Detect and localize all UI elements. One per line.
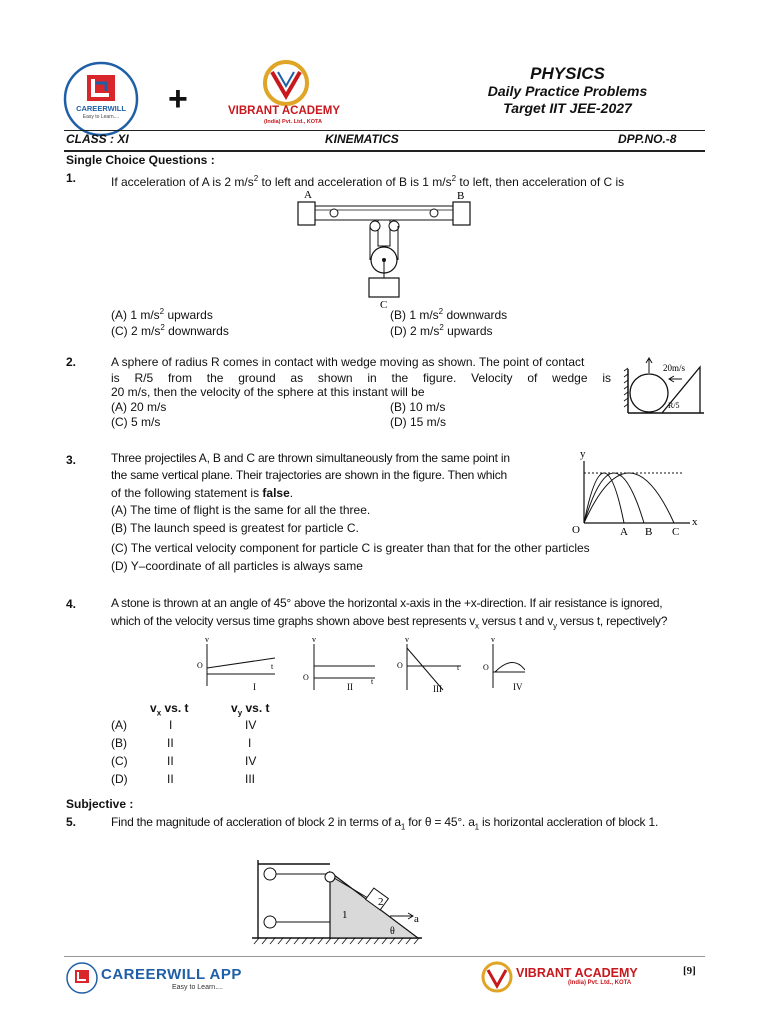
svg-text:I: I: [253, 682, 256, 692]
q2-speed-label: 20m/s: [663, 363, 686, 373]
topic-label: KINEMATICS: [325, 132, 399, 146]
footer-careerwill-icon: [66, 962, 98, 994]
section-single-choice: Single Choice Questions :: [66, 153, 215, 167]
q4-graph-4: [483, 635, 525, 692]
svg-text:O: O: [197, 661, 203, 670]
q3-y-label: y: [580, 448, 586, 460]
q1-block-c: [369, 278, 399, 297]
svg-text:O: O: [397, 661, 403, 670]
q2-line-1: A sphere of radius R comes in contact with wedge moving as shown. The point of contact: [111, 355, 585, 369]
q1-pulley-right: [430, 209, 438, 217]
vibrant-logo-text: VIBRANT ACADEMY: [228, 105, 341, 117]
careerwill-logo-text: CAREERWILL: [76, 104, 126, 113]
q4-number: 4.: [66, 597, 77, 611]
q4-option-c[interactable]: (C) II IV: [111, 754, 257, 768]
q3-trajectory-figure: [568, 445, 704, 537]
careerwill-logo-tag: Easy to Learn....: [82, 114, 120, 120]
q1-option-c[interactable]: (C) 2 $m/s^2$ downwards: [111, 323, 229, 338]
page-number: [9]: [683, 965, 696, 977]
header-line-2: Target IIT JEE-2027: [503, 100, 632, 116]
header-bottom-rule: [64, 150, 705, 152]
q3-line-1: Three projectiles A, B and C are thrown simultaneously from the same point in: [111, 451, 510, 465]
q3-option-c[interactable]: (C) The vertical velocity component for particle C is greater than that for the other particles: [111, 541, 590, 555]
q4-graphs-figure: [195, 634, 525, 700]
q1-label-b: B: [457, 190, 465, 202]
q3-origin-label: O: [572, 524, 580, 536]
vibrant-academy-logo: [228, 60, 372, 128]
svg-text:II: II: [347, 682, 353, 692]
class-label: CLASS : XI: [66, 132, 129, 146]
q2-option-b[interactable]: (B) 10 m/s: [390, 400, 446, 414]
q1-pulley-left: [330, 209, 338, 217]
q4-col-vx-header: $v_x$ vs. t: [150, 701, 189, 718]
q4-graph-2: [303, 635, 375, 692]
q2-line-3: 20 m/s, then the velocity of the sphere at this instant will be: [111, 385, 425, 399]
q5-accel-label: a: [414, 913, 419, 925]
q3-line-3: of the following statement is false.: [111, 486, 294, 500]
q1-pulley-mid-left: [370, 221, 380, 231]
svg-text:v: v: [491, 635, 495, 644]
q2-r5-label: R/5: [668, 401, 680, 410]
q3-option-d[interactable]: (D) Y–coordinate of all particles is always same: [111, 559, 363, 573]
svg-text:t: t: [371, 677, 374, 686]
q5-block-1-label: 1: [342, 909, 348, 921]
q4-option-a[interactable]: (A) I IV: [111, 718, 257, 732]
svg-text:IV: IV: [513, 682, 523, 692]
svg-text:v: v: [405, 635, 409, 644]
q1-option-d[interactable]: (D) 2 $m/s^2$ upwards: [390, 323, 493, 338]
q3-option-a[interactable]: (A) The time of flight is the same for all the three.: [111, 503, 371, 517]
q5-pulley-bottom: [264, 916, 276, 928]
subject-title: PHYSICS: [530, 64, 605, 83]
footer-app-name: CAREERWILL APP: [101, 966, 242, 983]
q4-graph-3: [397, 635, 461, 694]
q1-option-b[interactable]: (B) 1 $m/s^2$ downwards: [390, 307, 508, 322]
q2-option-c[interactable]: (C) 5 m/s: [111, 415, 161, 429]
footer-app-tag: Easy to Learn....: [172, 984, 223, 991]
q5-pulley-wedge: [325, 872, 335, 882]
q3-trajectory-a: [584, 473, 624, 523]
q3-a-label: A: [620, 526, 628, 537]
q2-sphere-wedge-figure: [622, 357, 706, 417]
q3-trajectory-b: [584, 473, 644, 523]
q3-trajectory-c: [584, 473, 674, 523]
q5-block-2-label: 2: [378, 896, 384, 908]
q2-sphere: [630, 374, 668, 412]
q4-option-d[interactable]: (D) II III: [111, 772, 256, 786]
header-top-rule: [64, 130, 705, 131]
svg-text:v: v: [312, 635, 316, 644]
q2-line-2: is R/5 from the ground as shown in the figure. Velocity of wedge is: [111, 371, 611, 385]
q1-label-a: A: [304, 189, 312, 201]
dpp-number: DPP.NO.-8: [618, 132, 677, 146]
footer-rule: [64, 956, 705, 957]
svg-text:O: O: [303, 673, 309, 682]
q3-option-b[interactable]: (B) The launch speed is greatest for particle C.: [111, 521, 359, 535]
q1-block-a: [298, 202, 315, 225]
q1-text: If acceleration of A is 2 $m/s^2$ to left and acceleration of B is 1 $m/s^2$ to left, then acceleration of C is: [111, 174, 625, 189]
q4-line-2: which of the velocity versus time graphs shown above best represents $v_x$ versus t and $v_y$ versus t, repectively?: [111, 614, 668, 631]
svg-text:t: t: [271, 662, 274, 671]
q3-c-label: C: [672, 526, 680, 537]
footer-vibrant-tag: (India) Pvt. Ltd., KOTA: [568, 980, 632, 986]
plus-sign: +: [168, 80, 188, 118]
q4-col-vy-header: $v_y$ vs. t: [231, 701, 270, 718]
q4-option-b[interactable]: (B) II I: [111, 736, 252, 750]
q3-line-2: the same vertical plane. Their trajectories are shown in the figure. Then which: [111, 468, 507, 482]
careerwill-logo: [63, 61, 139, 137]
q1-label-c: C: [380, 299, 388, 310]
svg-text:III: III: [433, 684, 442, 694]
section-subjective: Subjective :: [66, 797, 134, 811]
svg-text:O: O: [483, 663, 489, 672]
q5-text: Find the magnitude of accleration of block 2 in terms of $a_1$ for θ = 45°. $a_1$ is horizontal accleration of block 1.: [111, 815, 659, 832]
q3-x-label: x: [692, 516, 698, 528]
q5-theta-label: θ: [390, 926, 395, 937]
q3-number: 3.: [66, 453, 77, 467]
q4-graph-1: [197, 635, 275, 692]
svg-text:v: v: [205, 635, 209, 644]
q5-pulley-top: [264, 868, 276, 880]
q5-number: 5.: [66, 815, 77, 829]
q5-wedge-figure: [250, 858, 425, 946]
q4-line-1: A stone is thrown at an angle of 45° above the horizontal x-axis in the +x-direction. If air resistance is ignored,: [111, 596, 663, 610]
q2-number: 2.: [66, 355, 77, 369]
q2-option-a[interactable]: (A) 20 m/s: [111, 400, 167, 414]
q1-pulley-figure: [290, 186, 480, 310]
q3-b-label: B: [645, 526, 653, 537]
q2-option-d[interactable]: (D) 15 m/s: [390, 415, 447, 429]
footer-vibrant-name: VIBRANT ACADEMY: [516, 966, 638, 980]
vibrant-logo-tag: (India) Pvt. Ltd., KOTA: [264, 119, 322, 125]
q1-block-b: [453, 202, 470, 225]
footer-vibrant-icon: [480, 961, 514, 993]
q1-option-a[interactable]: (A) 1 $m/s^2$ upwards: [111, 307, 213, 322]
q1-number: 1.: [66, 171, 77, 185]
header-line-1: Daily Practice Problems: [487, 83, 648, 99]
svg-text:t: t: [457, 663, 460, 672]
